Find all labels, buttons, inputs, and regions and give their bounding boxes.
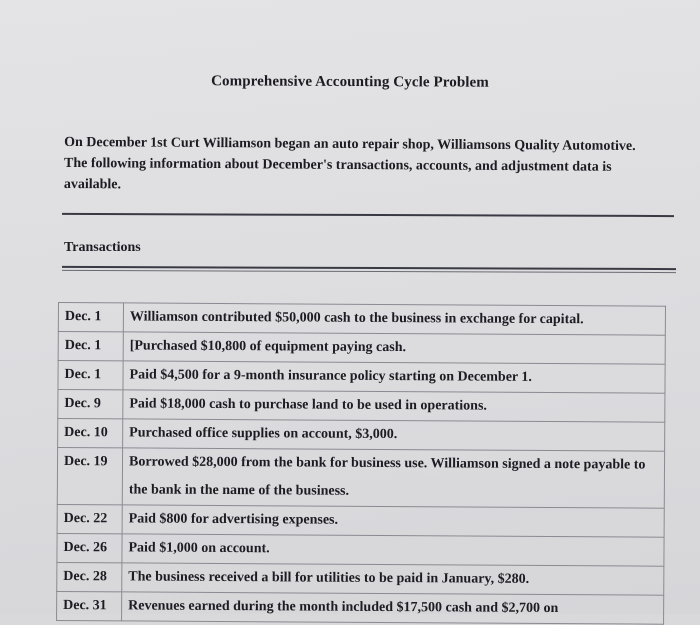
table-row: [57, 562, 664, 595]
table-row: [57, 448, 664, 509]
table-row: [58, 303, 665, 336]
transaction-date: Dec. 28: [57, 562, 122, 591]
transaction-description: Williamson contributed $50,000 cash to the business in exchange for capital.: [123, 303, 665, 335]
transaction-description: The business received a bill for utilities to be paid in January, $280.: [122, 563, 664, 595]
transaction-date: Dec. 1: [58, 303, 123, 332]
transaction-date: Dec. 1: [58, 361, 123, 390]
intro-paragraph: On December 1st Curt Williamson began an auto repair shop, Williamsons Quality Automotive. The following information about December's transactions, accounts, and adjustment data is available.: [63, 134, 636, 193]
table-row: [57, 533, 664, 566]
transaction-date: Dec. 26: [57, 533, 122, 562]
transaction-description: Purchased office supplies on account, $3,000.: [123, 419, 665, 451]
transaction-date: Dec. 22: [57, 504, 122, 533]
transactions-table: [56, 302, 666, 625]
transaction-date: Dec. 1: [58, 332, 123, 361]
section-heading: Transactions: [64, 240, 141, 255]
table-row: [58, 419, 665, 452]
table-row: [58, 390, 665, 423]
transaction-description: Paid $4,500 for a 9-month insurance policy starting on December 1.: [123, 361, 665, 393]
transaction-date: Dec. 9: [58, 390, 123, 419]
transaction-date: Dec. 31: [57, 591, 122, 620]
transaction-date: Dec. 19: [57, 448, 122, 505]
transaction-description: Paid $18,000 cash to purchase land to be used in operations.: [123, 390, 665, 422]
transaction-description: [Purchased $10,800 of equipment paying cash.: [123, 332, 665, 364]
table-row: [57, 504, 664, 537]
transaction-description: Revenues earned during the month included $17,500 cash and $2,700 on: [122, 592, 664, 624]
table-row: [57, 591, 664, 624]
transaction-description: Paid $800 for advertising expenses.: [122, 505, 664, 537]
divider: [62, 213, 674, 217]
transaction-description: Paid $1,000 on account.: [122, 534, 664, 566]
table-row: [58, 332, 665, 365]
divider: [62, 270, 676, 273]
transaction-date: Dec. 10: [58, 419, 123, 448]
document-title: Comprehensive Accounting Cycle Problem: [211, 73, 489, 91]
transaction-description: Borrowed $28,000 from the bank for business use. Williamson signed a note payable to the bank in the name of the business.: [122, 448, 664, 508]
table-row: [58, 361, 665, 394]
